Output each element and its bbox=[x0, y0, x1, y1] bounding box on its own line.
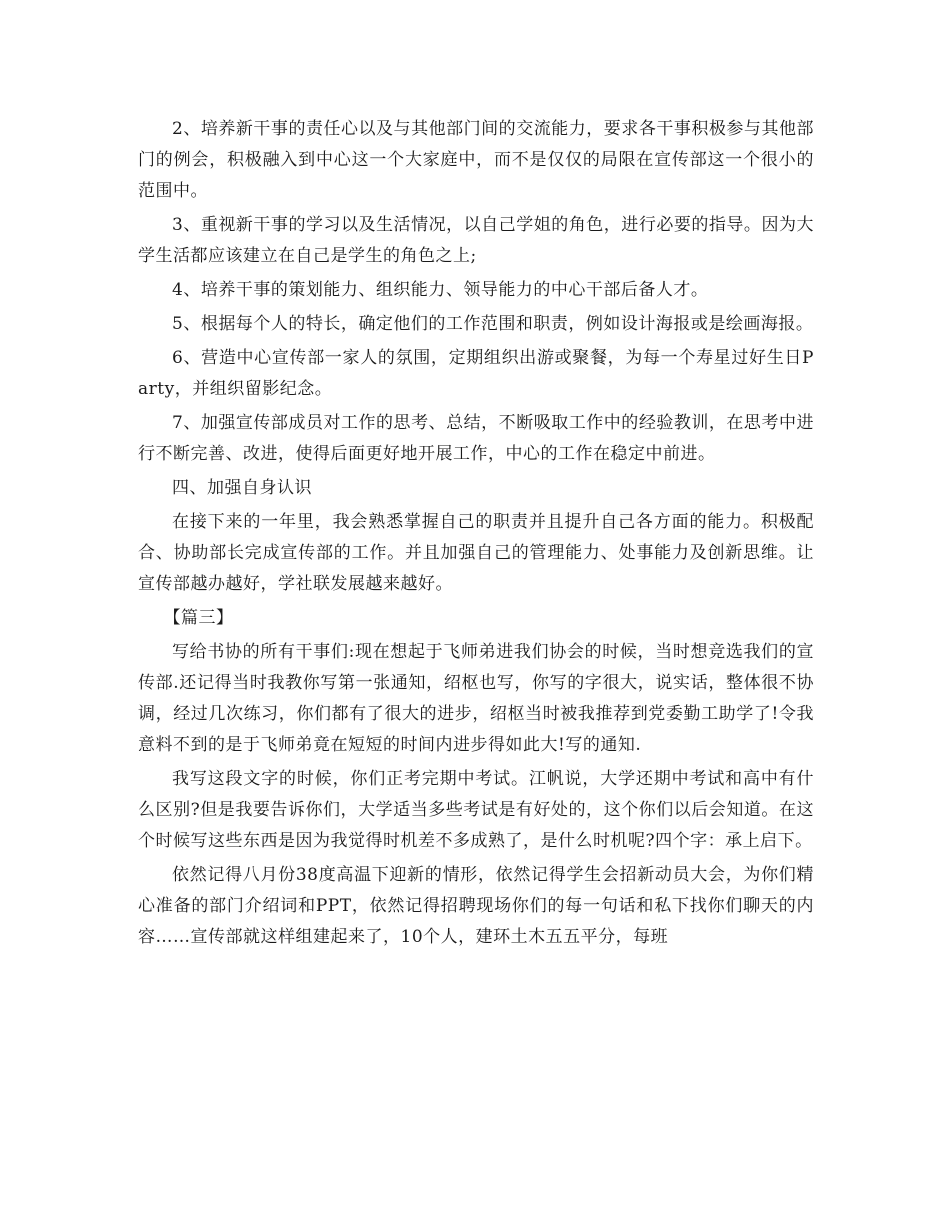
paragraph-letter-intro: 写给书协的所有干事们:现在想起于飞师弟进我们协会的时候，当时想竞选我们的宣传部.还记得当时我教你写第一张通知，绍枢也写，你写的字很大，说实话，整体很不协调，经过几次练习，你们都有了很大的进步，绍枢当时被我推荐到党委勤工助学了!令我意料不到的是于飞师弟竟在短短的时间内进步得如此大!写的通知. bbox=[138, 642, 814, 755]
paragraph-item-2: 2、培养新干事的责任心以及与其他部门间的交流能力，要求各干事积极参与其他部门的例会，积极融入到中心这一个大家庭中，而不是仅仅的局限在宣传部这一个很小的范围中。 bbox=[138, 119, 814, 201]
paragraph-recruitment-memory: 依然记得八月份38度高温下迎新的情形，依然记得学生会招新动员大会，为你们精心准备的部门介绍词和PPT，依然记得招聘现场你们的每一句话和私下找你们聊天的内容……宣传部就这样组建起来了，10个人，建环土木五五平分，每班 bbox=[138, 865, 814, 947]
paragraph-item-6: 6、营造中心宣传部一家人的氛围，定期组织出游或聚餐，为每一个寿星过好生日Party，并组织留影纪念。 bbox=[138, 348, 814, 399]
paragraph-item-5: 5、根据每个人的特长，确定他们的工作范围和职责，例如设计海报或是绘画海报。 bbox=[172, 314, 814, 334]
paragraph-item-3: 3、重视新干事的学习以及生活情况，以自己学姐的角色，进行必要的指导。因为大学生活都应该建立在自己是学生的角色之上; bbox=[138, 215, 814, 266]
paragraph-exam-reflection: 我写这段文字的时候，你们正考完期中考试。江帆说，大学还期中考试和高中有什么区别?但是我要告诉你们，大学适当多些考试是有好处的，这个你们以后会知道。在这个时候写这些东西是因为我觉得时机差不多成熟了，是什么时机呢?四个字：承上启下。 bbox=[138, 769, 814, 851]
paragraph-item-7: 7、加强宣传部成员对工作的思考、总结，不断吸取工作中的经验教训，在思考中进行不断完善、改进，使得后面更好地开展工作，中心的工作在稳定中前进。 bbox=[138, 413, 814, 464]
paragraph-item-4: 4、培养干事的策划能力、组织能力、领导能力的中心干部后备人才。 bbox=[172, 280, 709, 300]
section-heading-self-awareness: 四、加强自身认识 bbox=[172, 478, 312, 498]
document-body bbox=[138, 114, 814, 956]
section-heading-part-three: 【篇三】 bbox=[163, 608, 234, 628]
paragraph-self-awareness: 在接下来的一年里，我会熟悉掌握自己的职责并且提升自己各方面的能力。积极配合、协助部长完成宣传部的工作。并且加强自己的管理能力、处事能力及创新思维。让宣传部越办越好，学社联发展越来越好。 bbox=[138, 512, 814, 594]
